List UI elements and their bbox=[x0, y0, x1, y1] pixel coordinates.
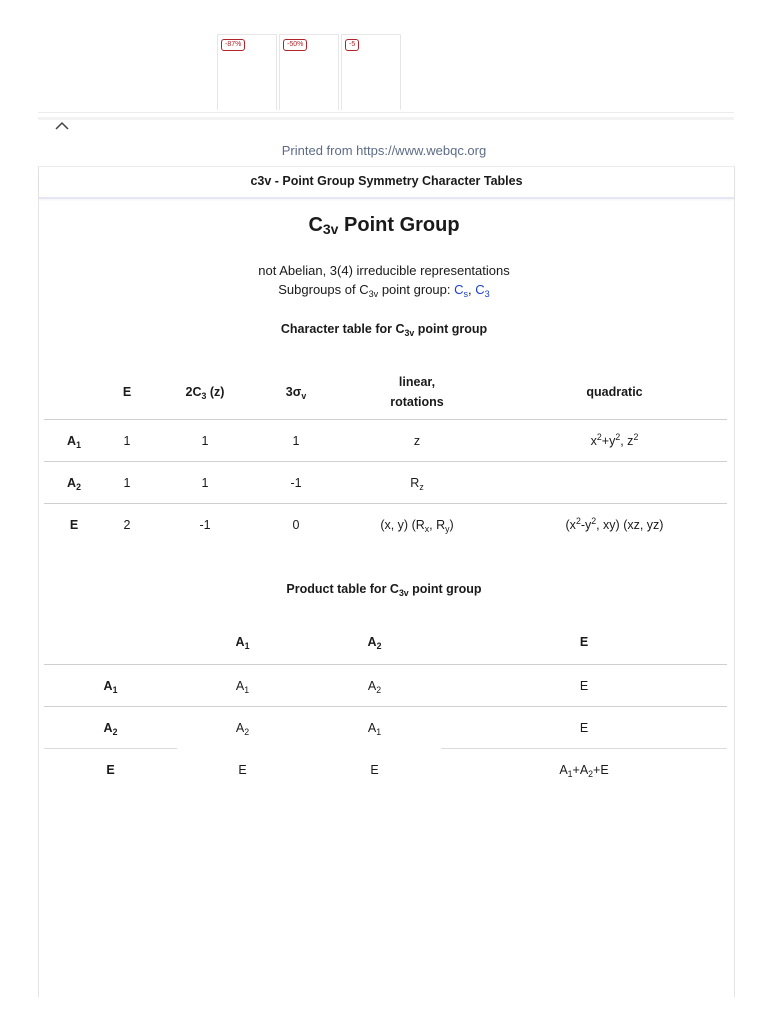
ad-card[interactable] bbox=[341, 34, 401, 110]
table-row bbox=[44, 749, 727, 791]
table-cell: 1 bbox=[201, 433, 209, 448]
subgroup-link-cs[interactable]: $C_s$ bbox=[454, 282, 469, 299]
discount-badge: -5 bbox=[345, 39, 359, 51]
table-cell: $x^2+y^2$, $z^2$ bbox=[590, 431, 639, 448]
table-cell: $A_1$ bbox=[177, 665, 308, 707]
group-info bbox=[0, 261, 768, 299]
discount-badge: -50% bbox=[283, 39, 307, 51]
abelian-info: not Abelian, 3(4) irreducible representations bbox=[258, 263, 510, 278]
table-cell bbox=[502, 462, 727, 504]
header-cell: $A_1$ bbox=[235, 635, 250, 651]
table-row bbox=[44, 707, 727, 749]
header-cell: quadratic bbox=[586, 384, 643, 399]
table-header-row bbox=[44, 364, 727, 420]
table-row bbox=[44, 665, 727, 707]
irrep-cell: $A_1$ bbox=[67, 433, 81, 450]
subgroups-info bbox=[0, 280, 768, 299]
header-cell: $A_2$ bbox=[367, 635, 382, 651]
header-cell: $3\sigma_v$ bbox=[285, 384, 307, 401]
page-header-title: c3v - Point Group Symmetry Character Tables bbox=[39, 167, 734, 199]
subgroups-text: point group: bbox=[378, 282, 455, 297]
header-cell: linear, rotations bbox=[390, 374, 444, 409]
chevron-up-icon[interactable] bbox=[54, 118, 70, 134]
ad-card[interactable] bbox=[217, 34, 277, 110]
table-cell: $R_z$ bbox=[410, 475, 424, 492]
header-cell: $2C_3$ (z) bbox=[185, 384, 225, 401]
ad-card[interactable] bbox=[279, 34, 339, 110]
subgroup-link-c3[interactable]: $C_3$ bbox=[475, 282, 490, 299]
product-table-caption: Product table for $C_{3v}$ point group bbox=[286, 582, 482, 598]
character-table-caption: Character table for $C_{3v}$ point group bbox=[280, 322, 488, 338]
header-cell bbox=[44, 364, 104, 420]
table-cell: E bbox=[441, 707, 727, 749]
table-cell: $A_2$ bbox=[177, 707, 308, 749]
table-cell: 1 bbox=[201, 475, 209, 490]
table-row bbox=[44, 504, 727, 546]
irrep-cell: E bbox=[69, 517, 79, 532]
title-text: C bbox=[308, 214, 323, 236]
irrep-cell: $A_1$ bbox=[44, 665, 177, 707]
irrep-cell: E bbox=[44, 749, 177, 791]
table-cell: $A_1$ bbox=[308, 707, 441, 749]
table-cell: 1 bbox=[292, 433, 300, 448]
table-cell: 1 bbox=[123, 433, 131, 448]
table-cell: 0 bbox=[292, 517, 300, 532]
table-row bbox=[44, 420, 727, 462]
table-cell: ($x^2-y^2$, xy) (xz, yz) bbox=[565, 515, 664, 532]
subgroups-sub: 3v bbox=[368, 289, 379, 299]
title-sub: 3v bbox=[322, 221, 339, 237]
table-header-row bbox=[44, 620, 727, 665]
table-row bbox=[44, 462, 727, 504]
printed-from-text: Printed from https://www.webqc.org bbox=[281, 143, 487, 158]
header-cell: E bbox=[122, 384, 132, 399]
divider bbox=[38, 112, 734, 113]
product-table bbox=[44, 620, 727, 791]
table-cell: 2 bbox=[123, 517, 131, 532]
header-cell: E bbox=[579, 635, 589, 649]
separator: , bbox=[468, 282, 476, 297]
table-cell: $A_2$ bbox=[308, 665, 441, 707]
title-text: Point Group bbox=[338, 214, 460, 236]
page-title bbox=[0, 214, 768, 237]
table-cell: z bbox=[413, 433, 421, 448]
table-cell: (x, y) ($R_x$, $R_y$) bbox=[380, 517, 454, 534]
header-cell bbox=[44, 620, 177, 665]
irrep-cell: $A_2$ bbox=[67, 475, 81, 492]
table-cell: E bbox=[370, 762, 379, 777]
discount-badge: -87% bbox=[221, 39, 245, 51]
character-table bbox=[44, 364, 727, 546]
irrep-cell: $A_2$ bbox=[44, 707, 177, 749]
ad-strip[interactable] bbox=[217, 34, 356, 111]
table-cell: -1 bbox=[199, 517, 211, 532]
table-cell: 1 bbox=[123, 475, 131, 490]
divider bbox=[38, 117, 734, 120]
subgroups-text: Subgroups of C bbox=[278, 282, 369, 297]
table-cell: E bbox=[441, 665, 727, 707]
table-cell: -1 bbox=[290, 475, 302, 490]
table-cell: E bbox=[238, 762, 247, 777]
table-cell: $A_1+A_2+E$ bbox=[441, 749, 727, 791]
